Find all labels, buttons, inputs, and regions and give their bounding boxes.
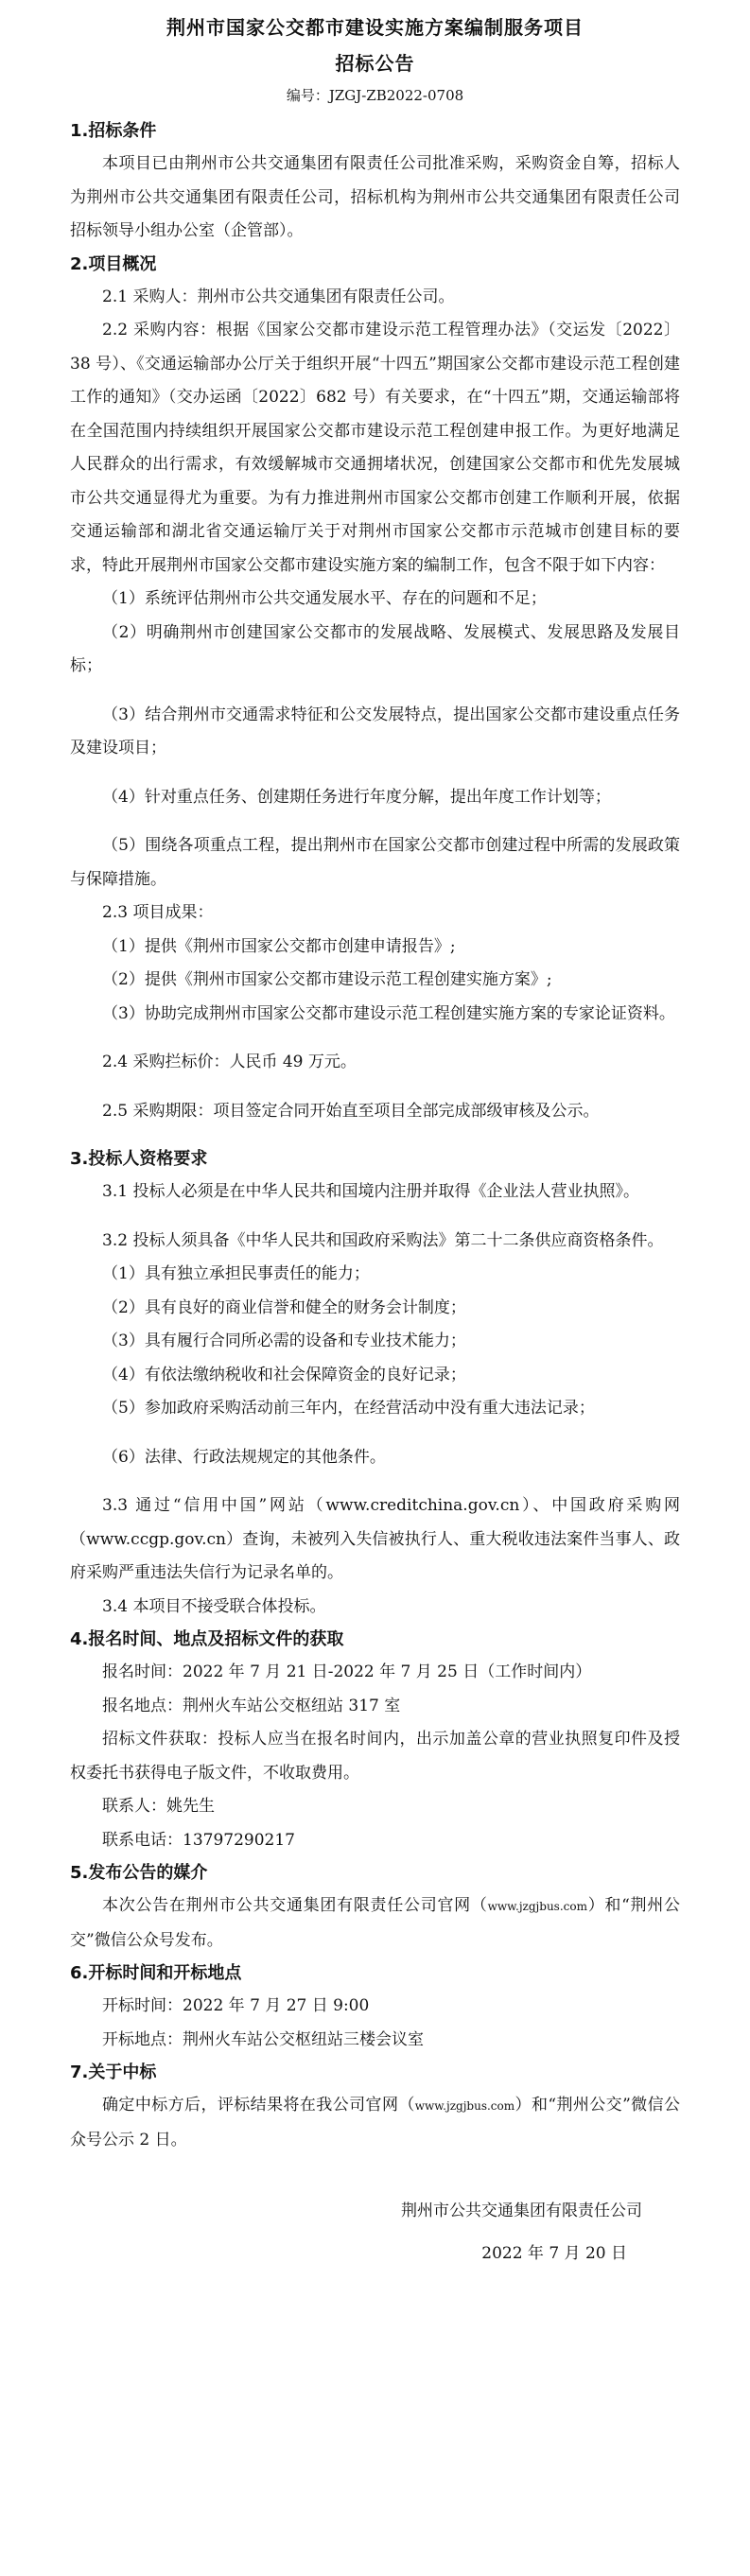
document-number: 编号：JZGJ-ZB2022-0708 xyxy=(286,87,464,104)
contact-phone: 联系电话：13797290217 xyxy=(102,1830,295,1850)
content-item-3: （3）结合荆州市交通需求特征和公交发展特点，提出国家公交都市建设重点任务及建设项目； xyxy=(70,705,680,757)
award-text-b: ）和“荆州公交”微信公众号公示 2 日。 xyxy=(70,2096,680,2150)
award-paragraph xyxy=(70,2089,680,2157)
deliverable-item-3: （3）协助完成荆州市国家公交都市建设示范工程创建实施方案的专家论证资料。 xyxy=(102,1003,675,1023)
deliverable-item-1: （1）提供《荆州市国家公交都市创建申请报告》; xyxy=(102,936,456,956)
section-4-heading: 4.报名时间、地点及招标文件的获取 xyxy=(70,1629,344,1649)
qualification-item-2: （2）具有良好的商业信誉和健全的财务会计制度； xyxy=(102,1297,466,1317)
award-text-a: 确定中标方后，评标结果将在我公司官网（ xyxy=(102,2096,415,2115)
document-subtitle: 招标公告 xyxy=(335,52,415,75)
qualification-item-1: （1）具有独立承担民事责任的能力； xyxy=(102,1264,370,1283)
section-6-heading: 6.开标时间和开标地点 xyxy=(70,1963,242,1983)
procurement-content-paragraph: 2.2 采购内容：根据《国家公交都市建设示范工程管理办法》（交运发〔2022〕38 号）、《交通运输部办公厅关于组织开展“十四五”期国家公交都市建设示范工程创建工作的通知》（交办运函〔2022〕682 号）有关要求，在“十四五”期，交通运输部将在全国范围内持续组织开展国家公交都市建设示范工程创建申报工作。为更好地满足人民群众的出行需求，有效缓解城市交通拥堵状况，创建国家公交都市和优先发展城市公共交通显得尤为重要。为有力推进荆州市国家公交都市创建工作顺利开展，依据交通运输部和湖北省交通运输厅关于对荆州市国家公交都市示范城市创建目标的要求，特此开展荆州市国家公交都市建设实施方案的编制工作，包含不限于如下内容： xyxy=(70,321,680,575)
section-1-paragraph: 本项目已由荆州市公共交通集团有限责任公司批准采购，采购资金自筹，招标人为荆州市公共交通集团有限责任公司，招标机构为荆州市公共交通集团有限责任公司招标领导小组办公室（企管部）。 xyxy=(70,154,680,240)
qualification-3-3: 3.3 通过“信用中国”网站（www.creditchina.gov.cn）、中国政府采购网（www.ccgp.gov.cn）查询，未被列入失信被执行人、重大税收违法案件当事人、政府采购严重违法失信行为记录名单的。 xyxy=(70,1496,680,1582)
contact-person: 联系人：姚先生 xyxy=(102,1797,215,1816)
qualification-3-4: 3.4 本项目不接受联合体投标。 xyxy=(102,1596,326,1616)
content-item-5: （5）围绕各项重点工程，提出荆州市在国家公交都市创建过程中所需的发展政策与保障措施。 xyxy=(70,836,680,889)
content-item-2: （2）明确荆州市创建国家公交都市的发展战略、发展模式、发展思路及发展目标； xyxy=(70,622,680,675)
media-paragraph xyxy=(70,1889,680,1958)
qualification-item-6: （6）法律、行政法规规定的其他条件。 xyxy=(102,1447,386,1467)
price-cap-paragraph: 2.4 采购拦标价：人民币 49 万元。 xyxy=(102,1053,357,1071)
section-3-heading: 3.投标人资格要求 xyxy=(70,1149,208,1169)
opening-place: 开标地点：荆州火车站公交枢纽站三楼会议室 xyxy=(102,2029,424,2049)
purchaser-paragraph: 2.1 采购人：荆州市公共交通集团有限责任公司。 xyxy=(102,287,455,306)
document-acquisition: 招标文件获取：投标人应当在报名时间内，出示加盖公章的营业执照复印件及授权委托书获得电子版文件，不收取费用。 xyxy=(70,1730,680,1783)
section-1-heading: 1.招标条件 xyxy=(70,121,157,141)
media-text-a: 本次公告在荆州市公共交通集团有限责任公司官网（ xyxy=(102,1896,488,1915)
content-item-1: （1）系统评估荆州市公共交通发展水平、存在的问题和不足； xyxy=(102,589,547,608)
registration-place: 报名地点：荆州火车站公交枢纽站 317 室 xyxy=(102,1696,401,1715)
award-website-link[interactable]: www.jzgjbus.com xyxy=(414,2099,515,2113)
qualification-item-3: （3）具有履行合同所必需的设备和专业技术能力； xyxy=(102,1332,466,1350)
deliverable-item-2: （2）提供《荆州市国家公交都市建设示范工程创建实施方案》; xyxy=(102,970,552,989)
qualification-item-4: （4）有依法缴纳税收和社会保障资金的良好记录； xyxy=(102,1365,466,1384)
section-7-heading: 7.关于中标 xyxy=(70,2063,157,2082)
issue-date: 2022 年 7 月 20 日 xyxy=(481,2244,627,2263)
media-text-b: ）和“荆州公交”微信公众号发布。 xyxy=(70,1896,680,1950)
qualification-item-5: （5）参加政府采购活动前三年内，在经营活动中没有重大违法记录； xyxy=(102,1399,595,1418)
document-title: 荆州市国家公交都市建设实施方案编制服务项目 xyxy=(166,16,584,39)
section-2-heading: 2.项目概况 xyxy=(70,253,157,274)
qualification-3-2: 3.2 投标人须具备《中华人民共和国政府采购法》第二十二条供应商资格条件。 xyxy=(102,1230,664,1250)
section-5-heading: 5.发布公告的媒介 xyxy=(70,1863,208,1883)
media-website-link[interactable]: www.jzgjbus.com xyxy=(487,1900,587,1913)
content-item-4: （4）针对重点任务、创建期任务进行年度分解，提出年度工作计划等； xyxy=(102,787,611,807)
deliverables-paragraph: 2.3 项目成果： xyxy=(102,903,214,922)
issuer-company: 荆州市公共交通集团有限责任公司 xyxy=(401,2202,642,2220)
qualification-3-1: 3.1 投标人必须是在中华人民共和国境内注册并取得《企业法人营业执照》。 xyxy=(102,1182,639,1201)
opening-time: 开标时间：2022 年 7 月 27 日 9:00 xyxy=(102,1996,370,2015)
registration-time: 报名时间：2022 年 7 月 21 日-2022 年 7 月 25 日（工作时间内） xyxy=(102,1662,592,1681)
procurement-period-paragraph: 2.5 采购期限：项目签定合同开始直至项目全部完成部级审核及公示。 xyxy=(102,1101,600,1121)
